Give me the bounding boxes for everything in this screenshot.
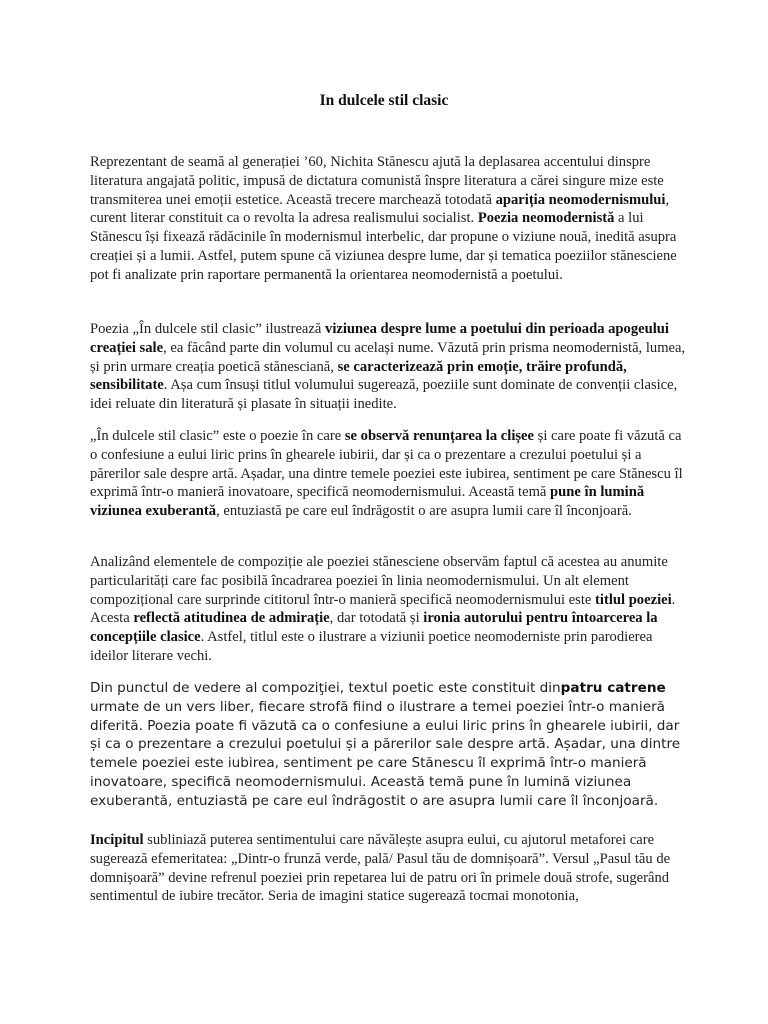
paragraph-1 bbox=[90, 153, 690, 285]
text-run: . Astfel, titlul este o ilustrare a viziunii poetice neomoderniste prin parodierea ideilor literare vechi. bbox=[90, 629, 653, 664]
bold-phrase: ironia autorului pentru întoarcerea la concepțiile clasice bbox=[90, 610, 658, 646]
text-run: a lui Stănescu își fixează rădăcinile în modernismul interbelic, dar propune o viziune nouă, inedită asupra creației și a lumii. Astfel, putem spune că viziunea despre lume, dar și tematica poeziilor stănesciene pot fi analizate prin raportare permanentă la orientarea neomodernistă a poetului. bbox=[90, 210, 677, 283]
text-run: Reprezentant de seamă al generației ’60, Nichita Stănescu ajută la deplasarea accentului dinspre literatura angajată politic, impusă de dictatura comunistă înspre literatura a cărei singure mize este transmiterea unei emoții estetice. Această trecere marchează totodată bbox=[90, 154, 664, 208]
paragraph-6 bbox=[90, 831, 690, 906]
text-run: și care poate fi văzută ca o confesiune a eului liric prins în ghearele iubirii, dar și ca o prezentare a crezului poetului și a părerilor sale despre artă. Așadar, una dintre temele poeziei este iubirea, sentiment pe care Stănescu îl exprimă într-o manieră inovatoare, specifică neomodernismului. Această temă bbox=[90, 428, 683, 501]
text-run: . Așa cum însuși titlul volumului sugerează, poeziile sunt dominate de convenții clasice, idei reluate din literatură și plasate în situații inedite. bbox=[90, 377, 678, 413]
text-run: Poezia „În dulcele stil clasic” ilustrează bbox=[90, 321, 326, 337]
bold-phrase: patru catrene bbox=[560, 680, 666, 696]
bold-phrase: apariția neomodernismului bbox=[495, 191, 666, 208]
text-run: Din punctul de vedere al compoziţiei, textul poetic este constituit din bbox=[90, 680, 561, 696]
bold-phrase: Incipitul bbox=[90, 832, 144, 848]
paragraph-4 bbox=[90, 553, 690, 666]
bold-phrase: pune în lumină viziunea exuberantă bbox=[90, 484, 645, 520]
text-run: , dar totodată și bbox=[329, 610, 424, 627]
document-title: In dulcele stil clasic bbox=[319, 92, 449, 109]
bold-phrase: se caracterizează prin emoție, trăire profundă, sensibilitate bbox=[90, 358, 627, 394]
bold-phrase: reflectă atitudinea de admirație bbox=[133, 610, 330, 627]
text-run: , curent literar constituit ca o revolta la adresa realismului socialist. bbox=[90, 191, 670, 227]
text-run: urmate de un vers liber, fiecare strofă fiind o ilustrare a temei poeziei într-o manieră diferită. Poezia poate fi văzută ca o confesiune a eului liric prins în ghearele iubirii, dar și ca o prezentare a crezului poetului și a părerilor sale despre artă. Așadar, una dintre temele poeziei este iubirea, sentiment pe care Stănescu îl exprimă într-o manieră inovatoare, specifică neomodernismului. Această temă pune în lumină viziunea exuberantă, entuziastă pe care eul îndrăgostit o are asupra lumii care îl înconjoară. bbox=[90, 698, 681, 809]
text-run: subliniază puterea sentimentului care năvălește asupra eului, cu ajutorul metaforei care sugerează efemeritatea: „Dintr-o frunză verde, pală/ Pasul tău de domnișoară”. Versul „Pasul tău de domnișoară” devine refrenul poeziei prin repetarea lui de patru ori în primele două strofe, sugerând sentimentul de iubire trecător. Seria de imagini statice sugerează tocmai monotonia, bbox=[90, 832, 671, 905]
text-run: Analizând elementele de compoziție ale poeziei stănesciene observăm faptul că acestea au anumite particularități care fac posibilă încadrarea poeziei în linia neomodernismului. Un alt element compozițional care surprinde cititorul într-o manieră specifică neomodernismului este bbox=[90, 554, 668, 608]
paragraph-5 bbox=[90, 679, 690, 811]
bold-phrase: Poezia neomodernistă bbox=[477, 210, 615, 227]
bold-phrase: se observă renunțarea la clișee bbox=[344, 428, 535, 444]
text-run: „În dulcele stil clasic” este o poezie în care bbox=[90, 428, 345, 444]
paragraph-3 bbox=[90, 427, 690, 521]
bold-phrase: viziunea despre lume a poetului din perioada apogeului creației sale bbox=[90, 321, 669, 356]
paragraph-2 bbox=[90, 320, 690, 414]
text-run: . Acesta bbox=[90, 591, 676, 627]
text-run: , entuziastă pe care eul îndrăgostit o are asupra lumii care îl înconjoară. bbox=[216, 503, 632, 520]
bold-phrase: titlul poeziei bbox=[595, 591, 672, 608]
text-run: , ea făcând parte din volumul cu același nume. Văzută prin prisma neomodernistă, lumea, și prin urmare creația poetică stănesciană, bbox=[90, 339, 686, 375]
